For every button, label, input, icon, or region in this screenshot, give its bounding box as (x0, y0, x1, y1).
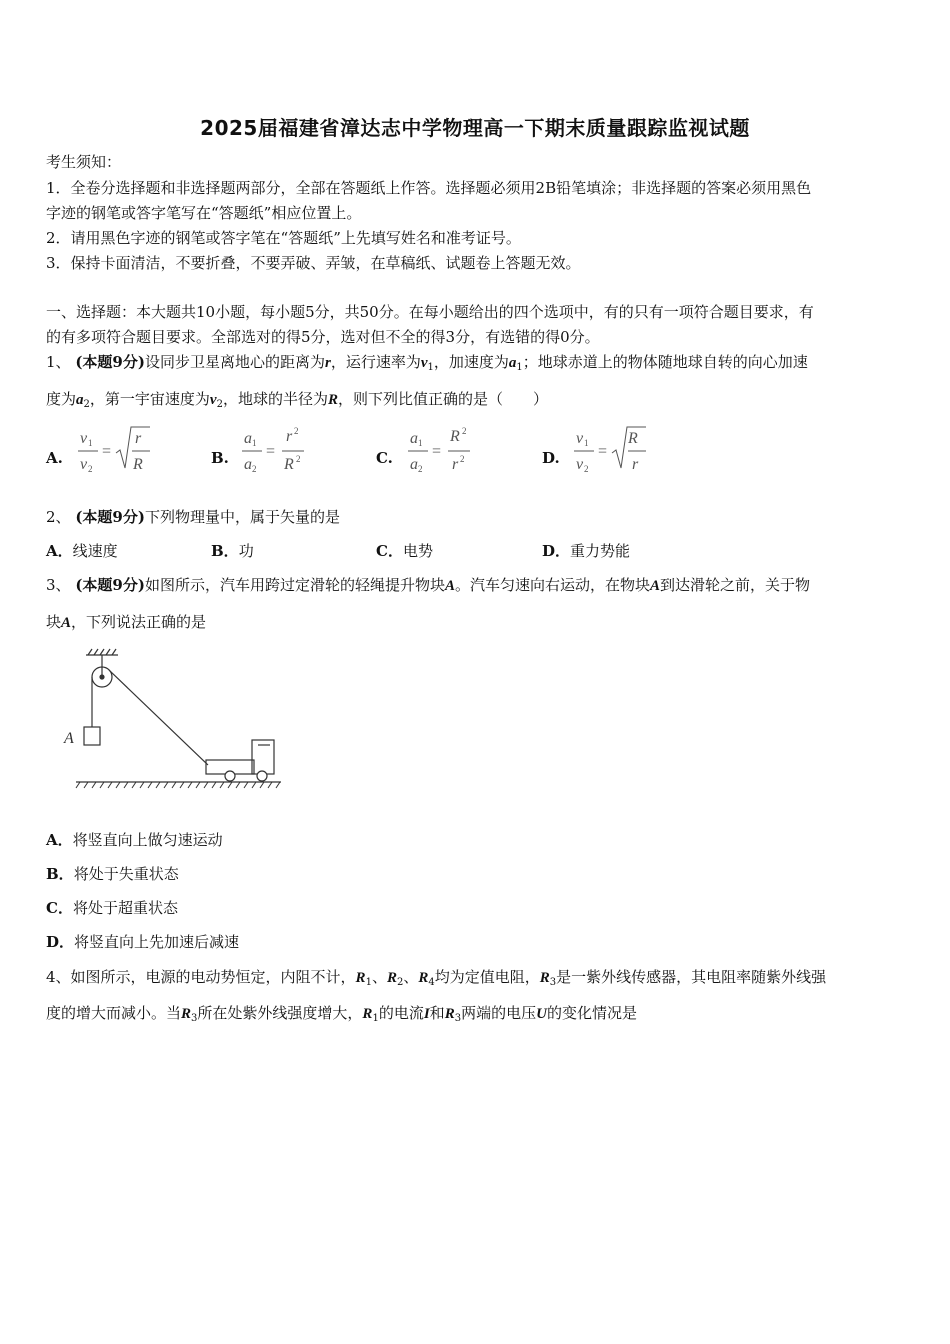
svg-text:1: 1 (88, 438, 93, 448)
notice-item-3: 3．保持卡面清洁，不要折叠，不要弄破、弄皱，在草稿纸、试题卷上答题无效。 (46, 254, 581, 272)
q3-option-a[interactable]: A．将竖直向上做匀速运动 (46, 831, 223, 849)
q1-option-c-formula (404, 423, 484, 477)
svg-text:2: 2 (418, 464, 423, 474)
svg-text:1: 1 (252, 438, 257, 448)
q2-option-c[interactable]: C．电势 (376, 542, 433, 560)
svg-text:2: 2 (252, 464, 257, 474)
svg-text:2: 2 (460, 454, 465, 464)
q1-option-c-label[interactable]: C. (376, 449, 393, 467)
q3-option-c[interactable]: C．将处于超重状态 (46, 899, 178, 917)
q2-option-b[interactable]: B．功 (211, 542, 254, 560)
svg-text:r: r (452, 456, 459, 473)
svg-text:=: = (432, 443, 442, 460)
svg-text:a: a (244, 456, 252, 473)
svg-text:r: r (286, 428, 293, 445)
question-1-line-1: 1、 (本题9分)设同步卫星离地心的距离为r，运行速率为$v_1$，加速度为$a_1$；地球赤道上的物体随地球自转的向心加速 (46, 353, 808, 373)
svg-text:=: = (266, 443, 276, 460)
q1-option-a-label[interactable]: A. (46, 449, 63, 467)
section-line-2: 的有多项符合题目要求。全部选对的得5分，选对但不全的得3分，有选错的得0分。 (46, 328, 600, 346)
q1-score: (本题9分) (75, 353, 145, 371)
svg-text:2: 2 (296, 454, 301, 464)
svg-text:v: v (80, 430, 88, 447)
svg-text:r: r (632, 456, 639, 473)
section-line-1: 一、选择题：本大题共10小题，每小题5分，共50分。在每小题给出的四个选项中，有的只有一项符合题目要求，有 (46, 303, 814, 321)
svg-text:R: R (284, 456, 294, 473)
svg-text:r: r (135, 430, 142, 447)
svg-text:2: 2 (584, 464, 589, 474)
q1-number: 1、 (46, 353, 71, 371)
notice-header: 考生须知： (46, 153, 122, 171)
q1-option-a-formula (74, 423, 154, 477)
truck-icon (206, 740, 274, 781)
q1-option-b-formula (238, 423, 318, 477)
svg-text:2: 2 (462, 426, 467, 436)
question-1-line-2: 度为$a_2$，第一宇宙速度为$v_2$，地球的半径为R，则下列比值正确的是（ ） (46, 390, 548, 410)
svg-text:v: v (576, 430, 584, 447)
q1-option-d-formula (570, 423, 650, 477)
svg-text:a: a (410, 430, 418, 447)
svg-text:1: 1 (418, 438, 423, 448)
block-a-icon (84, 727, 100, 745)
page-title: 2025届福建省漳达志中学物理高一下期末质量跟踪监视试题 (200, 116, 750, 140)
notice-item-1a: 1．全卷分选择题和非选择题两部分，全部在答题纸上作答。选择题必须用2B铅笔填涂；非选择题的答案必须用黑色 (46, 179, 812, 197)
svg-text:a: a (244, 430, 252, 447)
svg-text:R: R (133, 456, 143, 473)
svg-text:2: 2 (294, 426, 299, 436)
question-4-line-2: 度的增大而减小。当$R_3$所在处紫外线强度增大，$R_1$的电流I和$R_3$两端的电压U的变化情况是 (46, 1004, 637, 1024)
question-3-line-2: 块A，下列说法正确的是 (46, 613, 207, 631)
svg-text:v: v (80, 456, 88, 473)
notice-item-1b: 字迹的钢笔或答字笔写在“答题纸”相应位置上。 (46, 204, 362, 222)
pulley-truck-figure (56, 645, 286, 795)
svg-text:=: = (102, 443, 112, 460)
svg-text:=: = (598, 443, 608, 460)
notice-item-2: 2．请用黑色字迹的钢笔或答字笔在“答题纸”上先填写姓名和准考证号。 (46, 229, 521, 247)
svg-text:A: A (64, 730, 74, 747)
svg-text:a: a (410, 456, 418, 473)
q2-option-a[interactable]: A．线速度 (46, 542, 118, 560)
question-3-line-1: 3、 (本题9分)如图所示，汽车用跨过定滑轮的轻绳提升物块A。汽车匀速向右运动，在物块A到达滑轮之前，关于物 (46, 576, 811, 594)
q3-option-d[interactable]: D．将竖直向上先加速后减速 (46, 933, 240, 951)
svg-text:1: 1 (584, 438, 589, 448)
q1-option-d-label[interactable]: D. (542, 449, 560, 467)
q3-option-b[interactable]: B．将处于失重状态 (46, 865, 179, 883)
svg-text:v: v (576, 456, 584, 473)
svg-text:2: 2 (88, 464, 93, 474)
question-4-line-1: 4、如图所示，电源的电动势恒定，内阻不计，$R_1$、$R_2$、$R_4$均为定值电阻，$R_3$是一紫外线传感器，其电阻率随紫外线强 (46, 968, 827, 988)
q2-option-d[interactable]: D．重力势能 (542, 542, 631, 560)
svg-text:R: R (628, 430, 638, 447)
question-2-stem: 2、 (本题9分)下列物理量中，属于矢量的是 (46, 508, 340, 526)
svg-text:R: R (450, 428, 460, 445)
q1-option-b-label[interactable]: B. (211, 449, 229, 467)
